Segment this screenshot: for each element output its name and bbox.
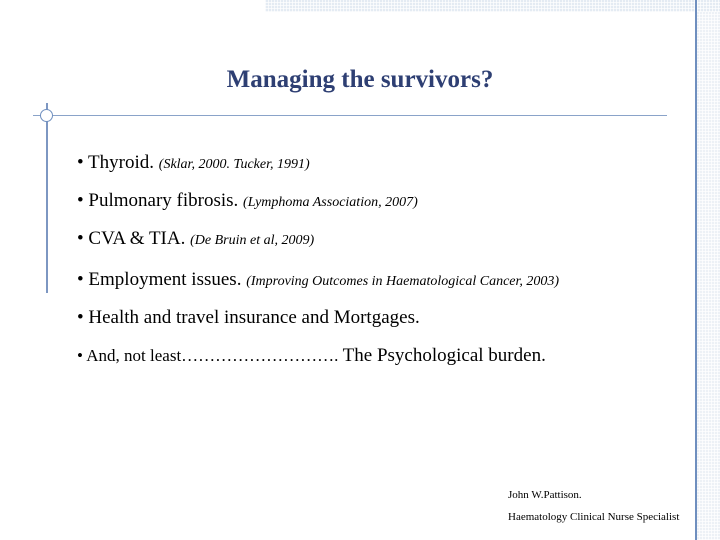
decorative-corner-pattern	[265, 0, 720, 12]
bullet-list	[77, 150, 559, 381]
decorative-horizontal-rule	[33, 115, 667, 116]
author-role: Haematology Clinical Nurse Specialist	[508, 511, 680, 523]
author-block	[508, 484, 679, 528]
bullet-item-insurance	[77, 305, 559, 343]
bullet-item-employment	[77, 267, 559, 305]
author-name: John W.Pattison.	[508, 489, 582, 501]
bullet-citation: (De Bruin et al, 2009)	[190, 233, 315, 248]
bullet-citation: (Improving Outcomes in Haematological Cancer, 2003)	[246, 274, 560, 289]
bullet-text: • Pulmonary fibrosis.	[77, 190, 239, 211]
bullet-item-thyroid	[77, 150, 559, 188]
bullet-text: • Employment issues.	[77, 269, 242, 290]
slide-title: Managing the survivors?	[226, 66, 494, 93]
bullet-text: • And, not least……………………….	[77, 346, 339, 365]
decorative-vertical-rule	[46, 103, 48, 293]
bullet-citation: (Sklar, 2000. Tucker, 1991)	[158, 157, 310, 172]
bullet-item-cva-tia	[77, 226, 559, 264]
bullet-text: • Health and travel insurance and Mortgages.	[77, 307, 420, 328]
bullet-emphasis: The Psychological burden.	[342, 345, 546, 366]
bullet-item-psychological	[77, 343, 559, 381]
bullet-item-pulmonary-fibrosis	[77, 188, 559, 226]
bullet-text: • CVA & TIA.	[77, 228, 186, 249]
bullet-text: • Thyroid.	[77, 152, 155, 173]
decorative-crosshair-icon	[40, 109, 53, 122]
bullet-citation: (Lymphoma Association, 2007)	[243, 195, 418, 210]
